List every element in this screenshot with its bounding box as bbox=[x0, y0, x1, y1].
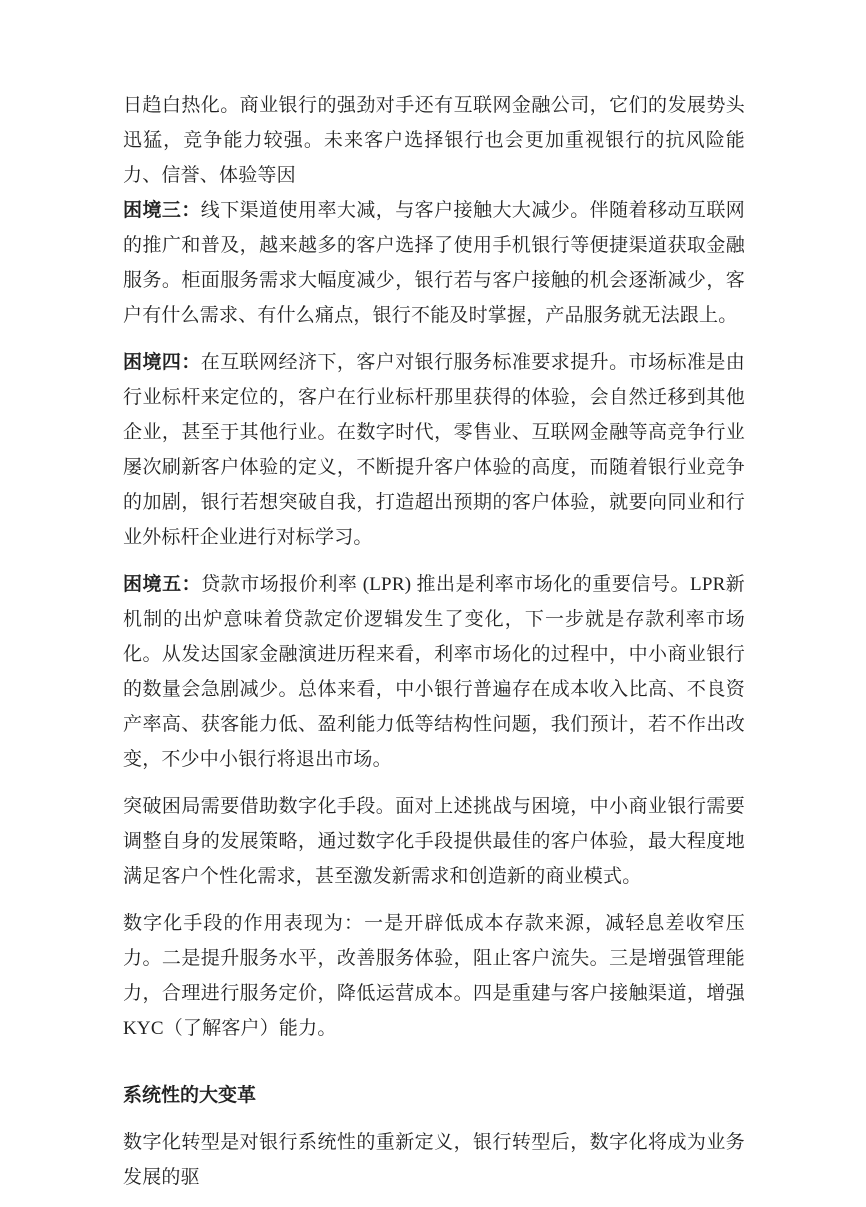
paragraph bbox=[123, 345, 745, 555]
paragraph-text: 在互联网经济下，客户对银行服务标准要求提升。市场标准是由行业标杆来定位的，客户在行业标杆那里获得的体验，会自然迁移到其他企业，甚至于其他行业。在数字时代，零售业、互联网金融等高竞争行业屡次刷新客户体验的定义，不断提升客户体验的高度，而随着银行业竞争的加剧，银行若想突破自我，打造超出预期的客户体验，就要向同业和行业外标杆企业进行对标学习。 bbox=[123, 352, 745, 548]
paragraph-lead: 困境三： bbox=[123, 200, 201, 221]
paragraph bbox=[123, 88, 745, 193]
paragraph bbox=[123, 906, 745, 1046]
paragraph-text: 贷款市场报价利率 (LPR) 推出是利率市场化的重要信号。LPR新机制的出炉意味着贷款定价逻辑发生了变化，下一步就是存款利率市场化。从发达国家金融演进历程来看，利率市场化的过程中，中小商业银行的数量会急剧减少。总体来看，中小银行普遍存在成本收入比高、不良资产率高、获客能力低、盈利能力低等结构性问题，我们预计，若不作出改变，不少中小银行将退出市场。 bbox=[123, 574, 745, 770]
paragraph-text: 线下渠道使用率大减，与客户接触大大减少。伴随着移动互联网的推广和普及，越来越多的客户选择了使用手机银行等便捷渠道获取金融服务。柜面服务需求大幅度减少，银行若与客户接触的机会逐渐减少，客户有什么需求、有什么痛点，银行不能及时掌握，产品服务就无法跟上。 bbox=[123, 200, 745, 326]
paragraph-lead: 困境五： bbox=[123, 574, 202, 595]
paragraph-text: 日趋白热化。商业银行的强劲对手还有互联网金融公司，它们的发展势头迅猛，竞争能力较强。未来客户选择银行也会更加重视银行的抗风险能力、信誉、体验等因 bbox=[123, 95, 745, 186]
document-page bbox=[123, 88, 745, 1207]
paragraph-text: 数字化转型是对银行系统性的重新定义，银行转型后，数字化将成为业务发展的驱 bbox=[123, 1132, 745, 1188]
paragraph-text: 突破困局需要借助数字化手段。面对上述挑战与困境，中小商业银行需要调整自身的发展策略，通过数字化手段提供最佳的客户体验，最大程度地满足客户个性化需求，甚至激发新需求和创造新的商业模式。 bbox=[123, 796, 745, 887]
paragraph-text: 数字化手段的作用表现为：一是开辟低成本存款来源，减轻息差收窄压力。二是提升服务水平，改善服务体验，阻止客户流失。三是增强管理能力，合理进行服务定价，降低运营成本。四是重建与客户接触渠道，增强KYC（了解客户）能力。 bbox=[123, 913, 745, 1039]
paragraph-lead: 困境四： bbox=[123, 352, 201, 373]
paragraph bbox=[123, 1125, 745, 1195]
paragraph bbox=[123, 567, 745, 777]
paragraph bbox=[123, 193, 745, 333]
paragraph bbox=[123, 789, 745, 894]
section-heading: 系统性的大变革 bbox=[123, 1085, 257, 1106]
